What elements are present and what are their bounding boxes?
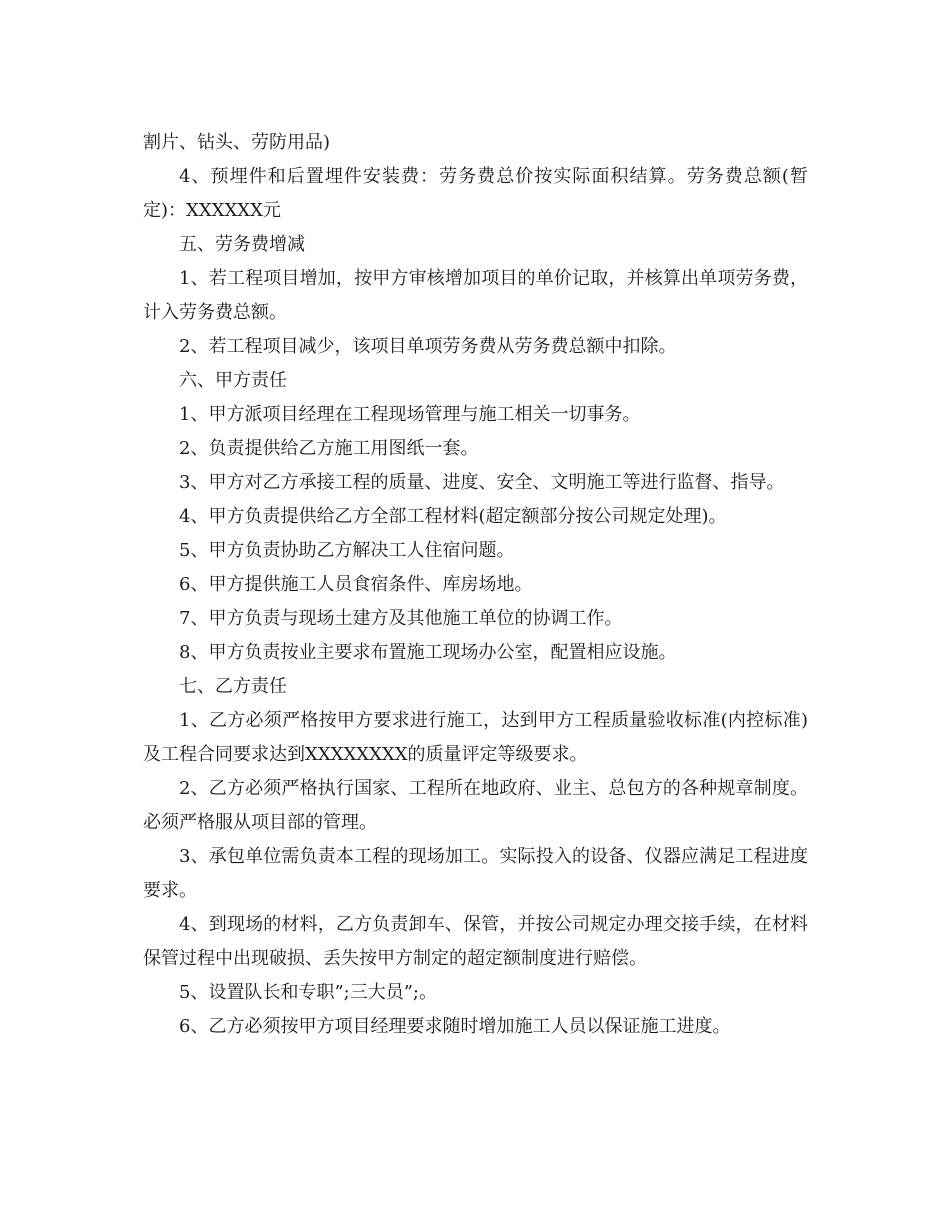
paragraph: 6、甲方提供施工人员食宿条件、库房场地。	[179, 574, 533, 595]
paragraph: 4、到现场的材料，乙方负责卸车、保管，并按公司规定办理交接手续，在材料保管过程中出现破损、丢失按甲方制定的超定额制度进行赔偿。	[143, 914, 808, 969]
paragraph: 2、负责提供给乙方施工用图纸一套。	[179, 438, 479, 459]
document-body	[143, 126, 808, 1044]
paragraph: 7、甲方负责与现场土建方及其他施工单位的协调工作。	[179, 608, 623, 629]
paragraph: 割片、钻头、劳防用品)	[143, 132, 331, 153]
paragraph: 1、若工程项目增加，按甲方审核增加项目的单价记取，并核算出单项劳务费，计入劳务费总额。	[143, 268, 808, 323]
paragraph: 8、甲方负责按业主要求布置施工现场办公室，配置相应设施。	[179, 642, 677, 663]
paragraph: 3、甲方对乙方承接工程的质量、进度、安全、文明施工等进行监督、指导。	[179, 472, 785, 493]
paragraph: 2、乙方必须严格执行国家、工程所在地政府、业主、总包方的各种规章制度。必须严格服从项目部的管理。	[143, 778, 808, 833]
paragraph: 4、预埋件和后置埋件安装费：劳务费总价按实际面积结算。劳务费总额(暂定)：XXXXXX元	[143, 166, 808, 221]
paragraph: 1、乙方必须严格按甲方要求进行施工，达到甲方工程质量验收标准(内控标准)及工程合同要求达到XXXXXXXX的质量评定等级要求。	[143, 710, 808, 765]
section-heading: 七、乙方责任	[179, 676, 287, 697]
paragraph: 5、甲方负责协助乙方解决工人住宿问题。	[179, 540, 515, 561]
paragraph: 5、设置队长和专职”;三大员”;。	[179, 982, 437, 1003]
section-heading: 五、劳务费增减	[179, 234, 305, 255]
section-heading: 六、甲方责任	[179, 370, 287, 391]
paragraph: 3、承包单位需负责本工程的现场加工。实际投入的设备、仪器应满足工程进度要求。	[143, 846, 808, 901]
paragraph: 6、乙方必须按甲方项目经理要求随时增加施工人员以保证施工进度。	[179, 1016, 731, 1037]
paragraph: 2、若工程项目减少，该项目单项劳务费从劳务费总额中扣除。	[179, 336, 677, 357]
paragraph: 4、甲方负责提供给乙方全部工程材料(超定额部分按公司规定处理)。	[179, 506, 727, 527]
paragraph: 1、甲方派项目经理在工程现场管理与施工相关一切事务。	[179, 404, 641, 425]
